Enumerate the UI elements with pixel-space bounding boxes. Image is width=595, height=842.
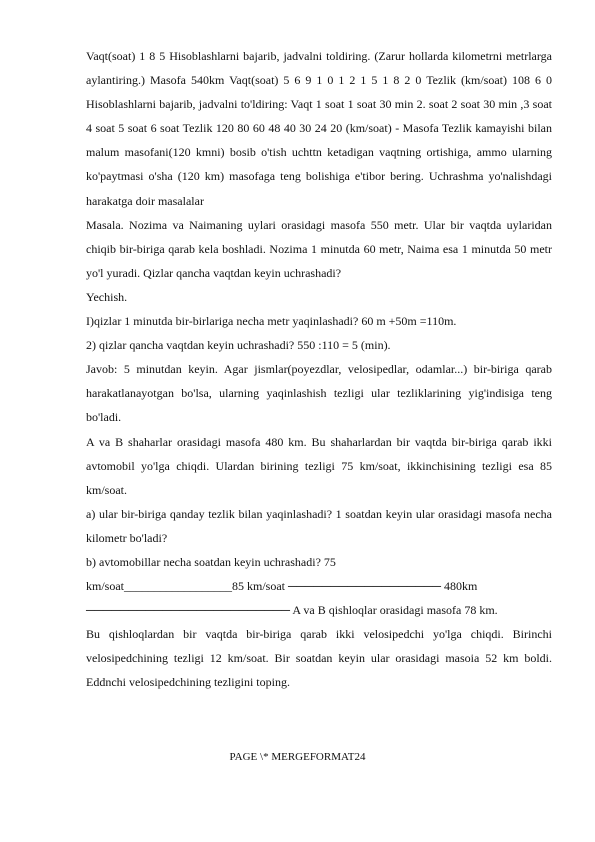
paragraph-step-2: 2) qizlar qancha vaqtdan keyin uchrashadi? 550 :110 = 5 (min). bbox=[86, 338, 391, 353]
paragraph-intro: Vaqt(soat) 1 8 5 Hisoblashlarni bajarib, jadvalni toldiring. (Zarur hollarda kilometrni metrlarga aylantiring.) Masofa 540km Vaqt(soat) 5 6 9 1 0 1 2 1 5 1 8 2 0 Tezlik (km/soat) 108 6 0 Hisoblashlarni bajarib, jadvalni to'ldiring: Vaqt 1 soat 1 soat 30 min 2. soat 2 soat 30 min ,3 soat 4 soat 5 soat 6 soat Tezlik 120 80 60 48 40 30 24 20 (km/soat) - Masofa Tezlik kamayishi bilan malum masofani(120 kmni) bosib o'tish uchttn ketadigan vaqtning ortishiga, ammo ularning ko'paytmasi o'sha (120 km) masofaga teng bolishiga e'tibor bering. Uchrashma yo'nalishdagi harakatga doir masalalar bbox=[86, 49, 552, 208]
paragraph-problem-cities: A va B shaharlar orasidagi masofa 480 km. Bu shaharlardan bir vaqtda bir-biriga qarab ikki avtomobil yo'lga chiqdi. Ulardan birining tezligi 75 km/soat, ikkinchisining tezligi esa 85 km/soat. bbox=[86, 434, 552, 497]
paragraph-solution-heading: Yechish. bbox=[86, 289, 128, 304]
document-body bbox=[86, 44, 552, 695]
paragraph-step-1: I)qizlar 1 minutda bir-birlariga necha metr yaqinlashadi? 60 m +50m =110m. bbox=[86, 314, 457, 329]
paragraph-diagram-line-2: ──────────────────────── A va B qishloqlar orasidagi masofa 78 km. bbox=[86, 603, 498, 618]
paragraph-problem-villages: Bu qishloqlardan bir vaqtda bir-biriga qarab ikki velosipedchi yo'lga chiqdi. Birinchi velosipedchining tezligi 12 km/soat. Bir soatdan keyin ular orasidagi masoia 52 km boldi. Eddnchi velosipedchining tezligini toping. bbox=[86, 627, 552, 690]
paragraph-question-b: b) avtomobillar necha soatdan keyin uchrashadi? 75 bbox=[86, 554, 336, 569]
page-footer: PAGE \* MERGEFORMAT24 bbox=[229, 751, 366, 763]
paragraph-answer: Javob: 5 minutdan keyin. Agar jismlar(poyezdlar, velosipedlar, odamlar...) bir-biriga qarab harakatlanayotgan bo'lsa, ularning yaqinlashish tezligi ular tezliklarining yig'indisiga teng bo'ladi. bbox=[86, 362, 552, 425]
paragraph-problem-nozima: Masala. Nozima va Naimaning uylari orasidagi masofa 550 metr. Ular bir vaqtda uylaridan chiqib bir-biriga qarab kela boshladi. Nozima 1 minutda 60 metr, Naima esa 1 minutda 50 metr yo'l yuradi. Qizlar qancha vaqtdan keyin uchrashadi? bbox=[86, 217, 552, 280]
paragraph-diagram-line-1: km/soat__________________85 km/soat ────────────────── 480km bbox=[86, 579, 478, 594]
paragraph-question-a: a) ular bir-biriga qanday tezlik bilan yaqinlashadi? 1 soatdan keyin ular orasidagi masofa necha kilometr bo'ladi? bbox=[86, 506, 552, 545]
